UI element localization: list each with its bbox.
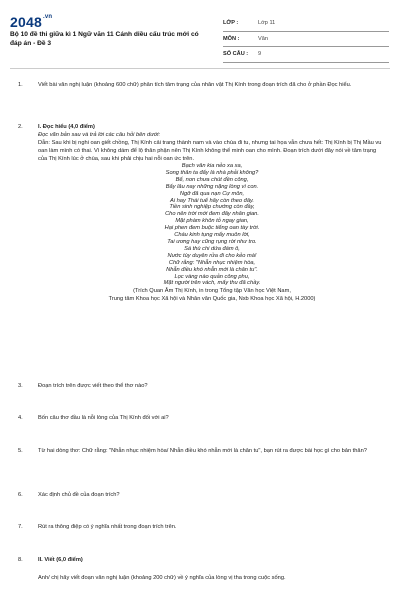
header-divider [10,68,390,69]
question-body [38,123,386,303]
poem-line: Mặt phàm khôn tỏ ngay gian, [175,218,249,225]
poem-line: Chữ rằng: "Nhẫn nhục nhiệm hòa, [168,259,256,266]
poem-line: Bạch vân kia nẻo xa xa, [181,163,243,169]
logo-suffix: .vn [42,14,53,20]
meta-value: Văn [258,35,268,42]
section-heading: I. Đọc hiểu (4,0 điểm) [38,124,95,130]
question-8 [18,556,386,582]
meta-row-subject [223,32,389,48]
poem-line: Hại phen đem buộc tiếng oan tày trời. [164,225,260,232]
poem-line: Tiền sinh nghiệp chướng còn đầy, [169,204,255,211]
question-text: Rút ra thông điệp có ý nghĩa nhất trong đoạn trích trên. [38,524,177,530]
poem [38,163,386,287]
poem-line: Cháu kinh tụng mấy muôn lời, [174,232,250,239]
poem-line: Bấy lâu nay những nặng lòng vì con. [165,183,259,190]
meta-label: SỐ CÂU : [223,51,249,58]
meta-value: 9 [258,51,262,58]
meta-row-class [223,16,389,32]
poem-line: Ai hay Thái tuế hãy còn theo đây. [170,197,254,204]
question-number: 1. [18,82,23,88]
question-3 [18,382,386,390]
poem-line: Song thân ta đấy là nhà phải không? [165,169,259,176]
question-number: 8. [18,557,23,563]
question-body [38,556,386,582]
poem-line: Sá thù chi dứa đám ô, [184,245,240,252]
poem-line: Ngỡ đã qua nạn Cự môn, [179,190,245,197]
question-5 [18,447,386,455]
meta-label: MÔN : [223,35,240,42]
question-7 [18,523,386,531]
question-4 [18,414,386,422]
question-6 [18,491,386,499]
question-1 [18,81,386,89]
logo-text: 2048 [10,14,42,30]
question-number: 3. [18,383,23,389]
question-text: Đoạn trích trên được viết theo thể thơ nào? [38,383,148,389]
meta-value: Lớp 11 [258,20,276,27]
source-citation [38,287,386,303]
meta-row-count [223,47,389,63]
question-number: 5. [18,448,23,454]
question-text: Xác định chủ đề của đoạn trích? [38,492,120,498]
instruction-text: Đọc văn bản sau và trả lời các câu hỏi bên dưới: [38,132,161,138]
question-number: 6. [18,492,23,498]
site-logo[interactable] [10,14,52,30]
question-2 [18,123,386,303]
question-text: Bốn câu thơ đầu là nỗi lòng của Thị Kính đối với ai? [38,415,169,421]
source-line: Trung tâm Khoa học Xã hội và Nhân văn Quốc gia, Nxb Khoa học Xã hội, H.2000) [108,296,316,303]
intro-text: Dẫn: Sau khi bị nghi oan giết chồng, Thị Kính cải trang thành nam và vào chùa đi tu, nhưng tai họa vẫn chưa hết: Thị Kính bị Thị Mầu vu oan làm mình có thai. Vì không dám để lộ thân phận nên Thị Kính không thể minh oan cho mình. Đoạn trích dưới đây nói về tâm trạng của Thị Kính lúc ở chùa, sau khi phải chịu hai nỗi oan ức trên. [38,140,382,162]
poem-line: Nước tùy duyên rửa đi cho kẻo mà! [167,252,257,259]
poem-line: Bể, non chưa chút đền công, [175,176,249,183]
poem-line: Tai ương hay cũng rụng rời như tro. [167,238,257,245]
question-text: Viết bài văn nghị luận (khoảng 600 chữ) phân tích tâm trạng của nhân vật Thị Kính trong đoạn trích đã cho ở phần Đọc hiểu. [38,82,352,88]
question-text: Anh/ chị hãy viết đoạn văn nghị luận (khoảng 200 chữ) về ý nghĩa của lòng vị tha trong cuộc sống. [38,575,286,581]
question-text: Từ hai dòng thơ: Chữ rằng: "Nhẫn nhục nhiệm hòa/ Nhẫn điều khó nhẫn mới là chân tu", bạn rút ra được bài học gì cho bản thân? [38,448,367,454]
source-line: (Trích Quan Âm Thị Kính, in trong Tổng tập Văn học Việt Nam, [133,288,291,295]
poem-line: Nhẫn điều khó nhẫn mới là chân tu". [166,266,258,273]
poem-line: Mặt người trên vách, mấy thu đã chầy. [163,280,261,287]
question-number: 4. [18,415,23,421]
meta-label: LỚP : [223,20,239,27]
section-heading: II. Viết (6,0 điểm) [38,557,83,563]
question-number: 2. [18,124,23,130]
poem-line: Cho nên trời mới đem đây nhân gian. [165,211,259,218]
poem-line: Lọc vàng nào quản công phu, [174,273,250,280]
question-number: 7. [18,524,23,530]
meta-table [223,16,389,63]
document-title: Bộ 10 đề thi giữa kì 1 Ngữ văn 11 Cánh diều cấu trúc mới có đáp án - Đề 3 [10,31,199,47]
